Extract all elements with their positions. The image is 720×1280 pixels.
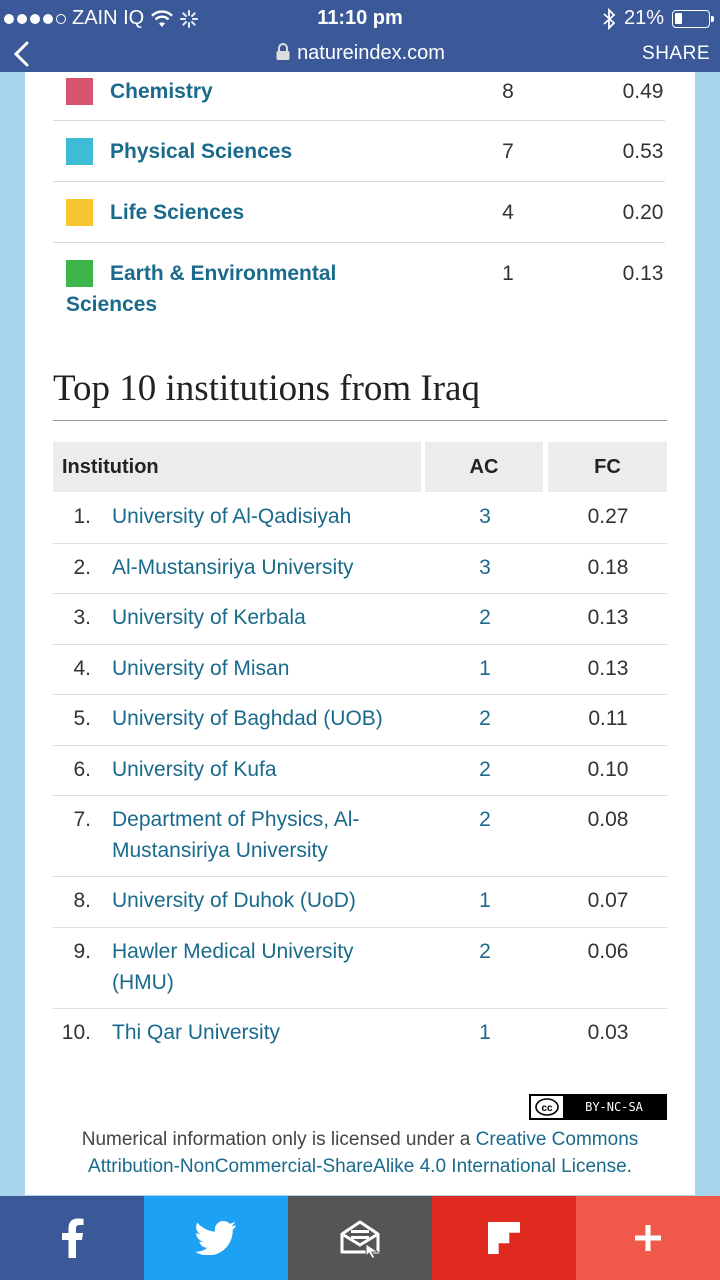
subject-swatch bbox=[66, 199, 93, 226]
institution-name-line: Hawler Medical University bbox=[112, 939, 354, 963]
url-label: natureindex.com bbox=[297, 42, 445, 64]
more-share-button[interactable] bbox=[576, 1196, 720, 1280]
table-row bbox=[53, 695, 667, 746]
svg-text:cc: cc bbox=[541, 1103, 553, 1114]
institution-link[interactable]: Al-Mustansiriya University bbox=[112, 555, 354, 579]
table-row bbox=[53, 746, 667, 797]
subject-swatch bbox=[66, 138, 93, 165]
institution-name-line: Department of Physics, Al- bbox=[112, 808, 360, 831]
subject-ac: 8 bbox=[502, 80, 514, 103]
fc-value: 0.11 bbox=[588, 707, 628, 730]
rank-number: 5. bbox=[73, 707, 91, 730]
email-share-button[interactable] bbox=[288, 1196, 432, 1280]
column-header-label: FC bbox=[594, 456, 621, 478]
rank-number: 7. bbox=[73, 808, 91, 831]
subject-ac: 1 bbox=[502, 262, 514, 285]
rank-number: 4. bbox=[73, 656, 91, 680]
subject-name[interactable]: Physical Sciences bbox=[110, 140, 293, 163]
status-bar bbox=[0, 0, 720, 36]
ac-value-link[interactable]: 2 bbox=[479, 757, 491, 781]
page-content bbox=[25, 72, 695, 1195]
fc-value: 0.13 bbox=[587, 606, 629, 629]
subject-name[interactable]: Chemistry bbox=[110, 80, 213, 103]
subject-swatch bbox=[66, 260, 93, 287]
ac-value-link[interactable]: 3 bbox=[479, 505, 491, 528]
table-row bbox=[53, 928, 667, 1009]
license-link[interactable]: Creative Commons bbox=[475, 1129, 639, 1150]
subject-name-continued[interactable]: Sciences bbox=[66, 293, 158, 316]
carrier-name: ZAIN IQ bbox=[72, 7, 145, 29]
share-bar bbox=[0, 1196, 720, 1280]
ac-value-link[interactable]: 2 bbox=[479, 707, 491, 730]
institution-name-line: Mustansiriya University bbox=[112, 839, 328, 862]
bluetooth-icon bbox=[602, 8, 616, 30]
column-header-label: Institution bbox=[62, 456, 159, 478]
ac-value-link[interactable]: 1 bbox=[479, 656, 491, 680]
table-row bbox=[53, 877, 667, 928]
cc-license-badge[interactable] bbox=[529, 1094, 667, 1120]
browser-header bbox=[0, 0, 720, 72]
institution-link[interactable]: University of Baghdad (UOB) bbox=[112, 707, 383, 730]
ac-value-link[interactable]: 2 bbox=[479, 606, 491, 629]
subject-fc: 0.49 bbox=[622, 80, 664, 103]
rank-number: 6. bbox=[73, 757, 91, 781]
plus-icon bbox=[633, 1223, 663, 1253]
column-header-label: AC bbox=[469, 456, 499, 478]
ac-value-link[interactable]: 1 bbox=[479, 1020, 491, 1044]
email-icon bbox=[338, 1218, 382, 1258]
subject-row bbox=[53, 72, 665, 121]
subject-row bbox=[53, 182, 665, 243]
rank-number: 2. bbox=[73, 555, 91, 579]
ac-value-link[interactable]: 2 bbox=[479, 808, 491, 831]
twitter-share-button[interactable] bbox=[144, 1196, 288, 1280]
subject-swatch bbox=[66, 78, 93, 105]
institution-link[interactable] bbox=[112, 936, 402, 998]
license-prefix: Numerical information only is licensed under a bbox=[81, 1129, 476, 1150]
subject-fc: 0.53 bbox=[622, 140, 664, 163]
subject-fc: 0.13 bbox=[622, 262, 664, 285]
table-row bbox=[53, 645, 667, 696]
institution-link[interactable]: University of Kufa bbox=[112, 757, 277, 781]
url-bar bbox=[0, 36, 720, 72]
table-row bbox=[53, 1009, 667, 1060]
institution-name-line: (HMU) bbox=[112, 970, 174, 994]
flipboard-share-button[interactable] bbox=[432, 1196, 576, 1280]
table-row bbox=[53, 544, 667, 595]
institution-link[interactable]: University of Duhok (UoD) bbox=[112, 889, 356, 912]
ac-value-link[interactable]: 2 bbox=[479, 939, 491, 963]
table-row bbox=[53, 493, 667, 544]
fc-value: 0.08 bbox=[587, 808, 629, 831]
fc-value: 0.06 bbox=[587, 939, 629, 963]
subject-name[interactable]: Earth & Environmental bbox=[110, 262, 337, 285]
fc-value: 0.10 bbox=[587, 757, 629, 781]
license-suffix: . bbox=[626, 1156, 632, 1177]
subject-ac: 7 bbox=[502, 140, 514, 163]
rank-number: 9. bbox=[73, 939, 91, 963]
subject-row bbox=[53, 243, 665, 323]
institution-link[interactable]: University of Misan bbox=[112, 656, 290, 680]
license-text bbox=[25, 1126, 695, 1180]
twitter-icon bbox=[196, 1221, 236, 1255]
column-header-institution[interactable] bbox=[53, 442, 421, 492]
license-link[interactable]: Attribution-NonCommercial-ShareAlike 4.0 International License bbox=[88, 1156, 627, 1177]
battery-icon bbox=[672, 10, 710, 28]
rank-number: 1. bbox=[73, 505, 91, 528]
ac-value-link[interactable]: 1 bbox=[479, 889, 491, 912]
subject-row bbox=[53, 121, 665, 182]
facebook-icon bbox=[59, 1218, 85, 1258]
clock: 11:10 pm bbox=[317, 7, 403, 29]
rank-number: 8. bbox=[73, 889, 91, 912]
table-row bbox=[53, 594, 667, 645]
fc-value: 0.18 bbox=[587, 555, 629, 579]
rank-number: 10. bbox=[61, 1020, 91, 1044]
fc-value: 0.03 bbox=[587, 1020, 629, 1044]
cc-badge-text: BY-NC-SA bbox=[563, 1096, 665, 1118]
fc-value: 0.13 bbox=[587, 656, 629, 680]
facebook-share-button[interactable] bbox=[0, 1196, 144, 1280]
subject-fc: 0.20 bbox=[622, 201, 664, 224]
fc-value: 0.27 bbox=[587, 505, 629, 528]
column-header-fc[interactable] bbox=[548, 442, 667, 492]
subject-name[interactable]: Life Sciences bbox=[110, 201, 245, 224]
share-button[interactable]: SHARE bbox=[642, 43, 710, 64]
institution-link[interactable] bbox=[112, 804, 402, 866]
cc-icon bbox=[531, 1096, 563, 1118]
rank-number: 3. bbox=[73, 606, 91, 629]
subject-ac: 4 bbox=[502, 201, 514, 224]
institution-link[interactable]: University of Kerbala bbox=[112, 606, 306, 629]
lock-icon bbox=[275, 43, 291, 61]
status-right bbox=[602, 7, 710, 30]
institution-link[interactable]: University of Al-Qadisiyah bbox=[112, 505, 352, 528]
url-text[interactable] bbox=[0, 42, 720, 65]
flipboard-icon bbox=[488, 1222, 520, 1254]
table-row bbox=[53, 796, 667, 877]
fc-value: 0.07 bbox=[587, 889, 629, 912]
battery-percent: 21% bbox=[623, 7, 664, 29]
section-heading: Top 10 institutions from Iraq bbox=[53, 367, 667, 421]
ac-value-link[interactable]: 3 bbox=[479, 555, 491, 579]
column-header-ac[interactable] bbox=[425, 442, 543, 492]
institution-link[interactable]: Thi Qar University bbox=[112, 1020, 281, 1044]
